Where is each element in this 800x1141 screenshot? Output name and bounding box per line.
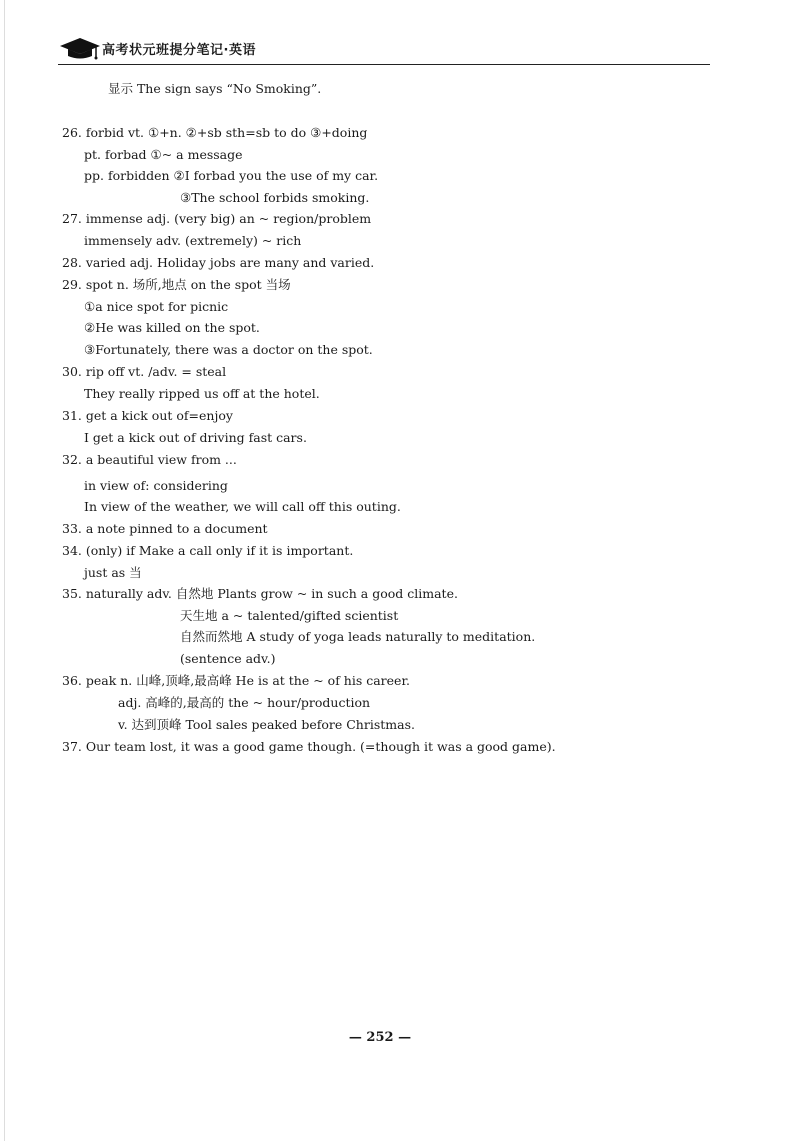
note-line: 26. forbid vt. ①+n. ②+sb sth=sb to do ③+doing — [62, 125, 368, 140]
note-line: 33. a note pinned to a document — [62, 521, 268, 536]
note-line: 34. (only) if Make a call only if it is important. — [62, 543, 354, 558]
note-line: 28. varied adj. Holiday jobs are many and varied. — [62, 255, 375, 270]
note-line: ①a nice spot for picnic — [84, 299, 229, 314]
note-line: just as 当 — [84, 565, 142, 580]
note-line: 27. immense adj. (very big) an ~ region/problem — [62, 211, 372, 226]
note-line: 36. peak n. 山峰,顶峰,最高峰 He is at the ~ of his career. — [62, 673, 411, 688]
note-line: 自然而然地 A study of yoga leads naturally to meditation. — [180, 629, 536, 644]
note-line: ②He was killed on the spot. — [84, 320, 260, 335]
note-line: 天生地 a ~ talented/gifted scientist — [180, 608, 399, 623]
note-line: adj. 高峰的,最高的 the ~ hour/production — [118, 695, 371, 710]
note-line: ③Fortunately, there was a doctor on the spot. — [84, 342, 373, 357]
note-line: pt. forbad ①~ a message — [84, 147, 243, 162]
note-line: 30. rip off vt. /adv. = steal — [62, 364, 227, 379]
note-line: They really ripped us off at the hotel. — [84, 386, 320, 401]
note-line: I get a kick out of driving fast cars. — [84, 430, 307, 445]
graduation-cap-icon — [58, 34, 102, 60]
note-line: 29. spot n. 场所,地点 on the spot 当场 — [62, 277, 291, 292]
note-line: ③The school forbids smoking. — [180, 190, 370, 205]
note-line: In view of the weather, we will call off this outing. — [84, 499, 401, 514]
note-line: 35. naturally adv. 自然地 Plants grow ~ in such a good climate. — [62, 586, 458, 601]
note-line: pp. forbidden ②I forbad you the use of my car. — [84, 168, 379, 183]
page-edge-rule — [4, 0, 5, 1141]
note-line: immensely adv. (extremely) ~ rich — [84, 233, 302, 248]
page-number: — 252 — — [348, 1030, 412, 1045]
note-line: 37. Our team lost, it was a good game though. (=though it was a good game). — [62, 739, 556, 754]
note-line: 32. a beautiful view from ... — [62, 452, 237, 467]
page-header — [58, 30, 710, 65]
note-line: in view of: considering — [84, 478, 228, 493]
note-line: v. 达到顶峰 Tool sales peaked before Christmas. — [118, 717, 415, 732]
note-line: 31. get a kick out of=enjoy — [62, 408, 233, 423]
note-line: (sentence adv.) — [180, 651, 276, 666]
book-title: 高考状元班提分笔记·英语 — [102, 43, 256, 58]
note-line: 显示 The sign says “No Smoking”. — [108, 81, 322, 96]
